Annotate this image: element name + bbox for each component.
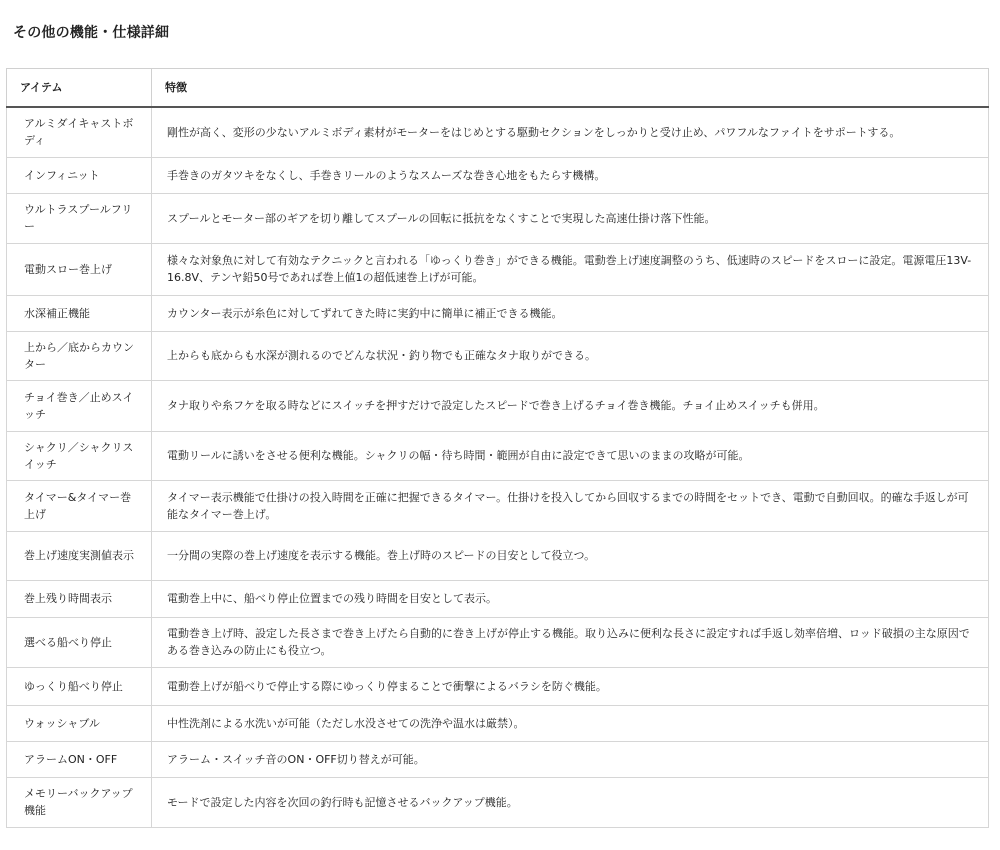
feature-cell: 一分間の実際の巻上げ速度を表示する機能。巻上げ時のスピードの目安として役立つ。: [152, 531, 989, 580]
item-cell: チョイ巻き／止めスイッチ: [7, 380, 152, 431]
table-header-row: [7, 69, 989, 108]
feature-cell: 手巻きのガタツキをなくし、手巻きリールのようなスムーズな巻き心地をもたらす機構。: [152, 157, 989, 193]
item-cell: 巻上残り時間表示: [7, 580, 152, 617]
table-row: [7, 480, 989, 531]
item-cell: メモリーバックアップ機能: [7, 777, 152, 827]
feature-cell: タナ取りや糸フケを取る時などにスイッチを押すだけで設定したスピードで巻き上げるチョイ巻き機能。チョイ止めスイッチも併用。: [152, 380, 989, 431]
table-row: [7, 331, 989, 380]
table-row: [7, 295, 989, 331]
item-cell: 選べる船べり停止: [7, 617, 152, 667]
table-row: [7, 741, 989, 777]
table-row: [7, 667, 989, 705]
item-cell: ゆっくり船べり停止: [7, 667, 152, 705]
table-row: [7, 531, 989, 580]
table-row: [7, 705, 989, 741]
header-feature: 特徴: [152, 69, 989, 108]
feature-cell: 中性洗剤による水洗いが可能（ただし水没させての洗浄や温水は厳禁）。: [152, 705, 989, 741]
table-row: [7, 380, 989, 431]
page-title: その他の機能・仕様詳細: [13, 25, 170, 41]
item-cell: 水深補正機能: [7, 295, 152, 331]
feature-cell: 電動巻き上げ時、設定した長さまで巻き上げたら自動的に巻き上げが停止する機能。取り込みに便利な長さに設定すれば手返し効率倍増、ロッド破損の主な原因である巻き込みの防止にも役立つ。: [152, 617, 989, 667]
feature-cell: スプールとモーター部のギアを切り離してスプールの回転に抵抗をなくすことで実現した高速仕掛け落下性能。: [152, 193, 989, 243]
feature-cell: 様々な対象魚に対して有効なテクニックと言われる「ゆっくり巻き」ができる機能。電動巻上げ速度調整のうち、低速時のスピードをスローに設定。電源電圧13V-16.8V、テンヤ鉛50号であれば巻上値1の超低速巻上げが可能。: [152, 243, 989, 295]
feature-cell: 上からも底からも水深が測れるのでどんな状況・釣り物でも正確なタナ取りができる。: [152, 331, 989, 380]
item-cell: ウォッシャブル: [7, 705, 152, 741]
table-row: [7, 107, 989, 157]
feature-cell: 電動リールに誘いをさせる便利な機能。シャクリの幅・待ち時間・範囲が自由に設定できて思いのままの攻略が可能。: [152, 431, 989, 480]
feature-cell: 剛性が高く、変形の少ないアルミボディ素材がモーターをはじめとする駆動セクションをしっかりと受け止め、パワフルなファイトをサポートする。: [152, 107, 989, 157]
table-row: [7, 193, 989, 243]
item-cell: アルミダイキャストボディ: [7, 107, 152, 157]
feature-cell: モードで設定した内容を次回の釣行時も記憶させるバックアップ機能。: [152, 777, 989, 827]
item-cell: ウルトラスプールフリー: [7, 193, 152, 243]
header-item: アイテム: [7, 69, 152, 108]
item-cell: アラームON・OFF: [7, 741, 152, 777]
table-row: [7, 431, 989, 480]
feature-cell: 電動巻上中に、船べり停止位置までの残り時間を目安として表示。: [152, 580, 989, 617]
table-row: [7, 580, 989, 617]
feature-cell: カウンター表示が糸色に対してずれてきた時に実釣中に簡単に補正できる機能。: [152, 295, 989, 331]
feature-cell: 電動巻上げが船べりで停止する際にゆっくり停まることで衝撃によるバラシを防ぐ機能。: [152, 667, 989, 705]
item-cell: シャクリ／シャクリスイッチ: [7, 431, 152, 480]
table-row: [7, 777, 989, 827]
feature-cell: タイマー表示機能で仕掛けの投入時間を正確に把握できるタイマー。仕掛けを投入してから回収するまでの時間をセットでき、電動で自動回収。的確な手返しが可能なタイマー巻上げ。: [152, 480, 989, 531]
feature-cell: アラーム・スイッチ音のON・OFF切り替えが可能。: [152, 741, 989, 777]
item-cell: 電動スロー巻上げ: [7, 243, 152, 295]
item-cell: 巻上げ速度実測値表示: [7, 531, 152, 580]
item-cell: タイマー&タイマー巻上げ: [7, 480, 152, 531]
item-cell: インフィニット: [7, 157, 152, 193]
table-row: [7, 157, 989, 193]
table-row: [7, 617, 989, 667]
spec-table: [6, 68, 989, 828]
item-cell: 上から／底からカウンター: [7, 331, 152, 380]
table-row: [7, 243, 989, 295]
